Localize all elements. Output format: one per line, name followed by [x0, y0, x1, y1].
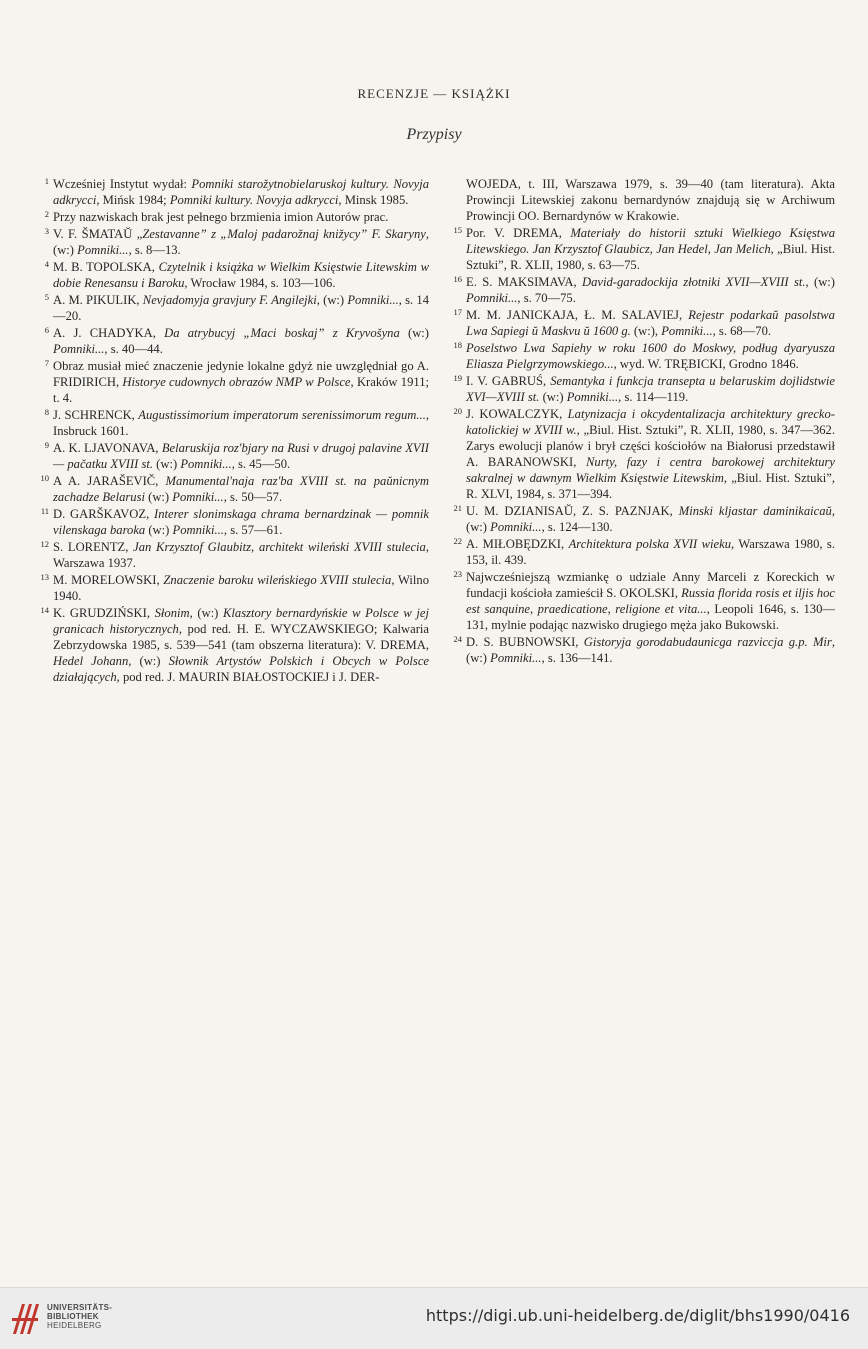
footnote — [37, 539, 429, 571]
footnote-number: 22 — [453, 536, 462, 546]
footnote — [37, 209, 429, 225]
viewer-footer — [0, 1287, 868, 1349]
footnote-number: 3 — [44, 226, 49, 236]
footnote-number: 12 — [40, 539, 49, 549]
footnote — [37, 226, 429, 258]
footnote — [37, 605, 429, 685]
footnote-number: 5 — [44, 292, 49, 302]
footnote-text: V. F. ŠMATAŬ „Zestavanne” z „Maloj padarožnaj knižycy” F. Skaryny, (w:) Pomniki..., s. 8—13. — [53, 227, 429, 257]
footnote-text: A. K. LJAVONAVA, Belaruskija roz'bjary na Rusi v drugoj palavine XVII — pačatku XVIII st. (w:) Pomniki..., s. 45—50. — [53, 441, 430, 471]
footnote — [450, 274, 835, 306]
footnote-number: 20 — [453, 406, 462, 416]
page-url-link[interactable]: https://digi.ub.uni-heidelberg.de/diglit/bhs1990/0416 — [425, 1306, 850, 1325]
footnote — [37, 440, 429, 472]
footnote — [450, 176, 835, 224]
footnote-text: A. MIŁOBĘDZKI, Architektura polska XVII wieku, Warszawa 1980, s. 153, il. 439. — [466, 537, 835, 567]
footnote — [37, 176, 429, 208]
footnote — [37, 572, 429, 604]
library-logo-icon[interactable] — [10, 1298, 40, 1338]
footnote-number: 14 — [40, 605, 49, 615]
footnote-number: 6 — [44, 325, 49, 335]
footnote — [450, 569, 835, 633]
footnote — [450, 225, 835, 273]
footnotes-right-column — [450, 176, 835, 667]
library-name-line: HEIDELBERG — [47, 1321, 102, 1330]
footnote-text: K. GRUDZIŃSKI, Słonim, (w:) Klasztory bernardyńskie w Polsce w jej granicach historycznych, pod red. H. E. WYCZAWSKIEGO; Kalwaria Zebrzydowska 1985, s. 539—541 (tam obszerna literatura): V. DREMA, Hedel Johann, (w:) Słownik Artystów Polskich i Obcych w Polsce działających, pod red. J. MAURIN BIAŁOSTOCKIEJ i J. DER- — [53, 606, 429, 684]
footnote-number: 11 — [40, 506, 49, 516]
footnote-text: I. V. GABRUŚ, Semantyka i funkcja transepta u belaruskim dojlidstwie XVI—XVIII st. (w:) Pomniki..., s. 114—119. — [466, 374, 835, 404]
footnote — [37, 292, 429, 324]
library-name-line: UNIVERSITÄTS- — [47, 1303, 113, 1312]
footnote — [450, 307, 835, 339]
library-name — [47, 1303, 112, 1330]
footnote-text: M. M. JANICKAJA, Ł. M. SALAVIEJ, Rejestr podarkaŭ pasolstwa Lwa Sapiegi ŭ Maskvu ŭ 1600 g. (w:), Pomniki..., s. 68—70. — [466, 308, 835, 338]
footnote — [37, 506, 429, 538]
footnote-number: 18 — [453, 340, 462, 350]
footnote-text: Obraz musiał mieć znaczenie jedynie lokalne gdyż nie uwzględniał go A. FRIDIRICH, Historye cudownych obrazów NMP w Polsce, Kraków 1911; t. 4. — [53, 359, 429, 405]
footnote-number: 19 — [453, 373, 462, 383]
footnote-text: J. KOWALCZYK, Latynizacja i okcydentalizacja architektury grecko-katolickiej w XVIII w., „Biul. Hist. Sztuki”, R. XLII, 1980, s. 347—362. Zarys ewolucji planów i brył części kościołów na Białorusi przedstawił A. BARANOWSKI, Nurty, fazy i centra barokowej architektury sakralnej w dawnym Wielkim Księstwie Litewskim, „Biul. Hist. Sztuki”, R. XLVI, 1984, s. 371—394. — [466, 407, 835, 501]
footnote-number: 10 — [40, 473, 49, 483]
footnote-number: 7 — [44, 358, 49, 368]
footnote-text: S. LORENTZ, Jan Krzysztof Glaubitz, architekt wileński XVIII stulecia, Warszawa 1937. — [53, 540, 430, 570]
footnote-number: 1 — [44, 176, 49, 186]
footnote — [37, 325, 429, 357]
footnote-number: 16 — [453, 274, 462, 284]
footnote-text: Przy nazwiskach brak jest pełnego brzmienia imion Autorów prac. — [53, 210, 389, 224]
library-name-line: BIBLIOTHEK — [47, 1312, 99, 1321]
footnote-text: D. GARŠKAVOZ, Interer slonimskaga chrama bernardzinak — pomnik vilenskaga baroka (w:) Pomniki..., s. 57—61. — [53, 507, 429, 537]
footnote — [450, 373, 835, 405]
footnote-text: A. M. PIKULIK, Nevjadomyja gravjury F. Angilejki, (w:) Pomniki..., s. 14—20. — [53, 293, 430, 323]
footnote-text: A A. JARAŠEVIČ, Manumental'naja raz'ba XVIII st. na paŭnicnym zachadze Belarusi (w:) Pomniki..., s. 50—57. — [53, 474, 429, 504]
footnote — [450, 503, 835, 535]
footnote — [37, 259, 429, 291]
footnotes-left-column — [37, 176, 429, 686]
footnote-number: 8 — [44, 407, 49, 417]
footnote-number: 17 — [453, 307, 462, 317]
footnote-text: U. M. DZIANISAŬ, Z. S. PAZNJAK, Minski kljastar daminikaicaŭ, (w:) Pomniki..., s. 124—130. — [466, 504, 836, 534]
footnote-text: Najwcześniejszą wzmiankę o udziale Anny Marceli z Koreckich w fundacji kościoła zamieścił S. OKOLSKI, Russia florida rosis et iljis hoc est sanquine, praedicatione, religione et vita..., Leopoli 1646, s. 130—131, mylnie podając nazwisko drugiego męża jako Bukowski. — [466, 570, 835, 632]
footnote-text: E. S. MAKSIMAVA, David-garadockija złotniki XVII—XVIII st., (w:) Pomniki..., s. 70—75. — [466, 275, 835, 305]
footnote-number: 4 — [44, 259, 49, 269]
footnote — [450, 340, 835, 372]
footnote — [450, 634, 835, 666]
footnote-number: 21 — [453, 503, 462, 513]
footnote-number: 23 — [453, 569, 462, 579]
footnote-number: 13 — [40, 572, 49, 582]
footnote-text: M. B. TOPOLSKA, Czytelnik i książka w Wielkim Księstwie Litewskim w dobie Renesansu i Baroku, Wrocław 1984, s. 103—106. — [53, 260, 429, 290]
footnote — [450, 536, 835, 568]
section-title: Przypisy — [406, 126, 462, 143]
footnote-number: 24 — [453, 634, 462, 644]
footnote-text: A. J. CHADYKA, Da atrybucyj „Maci boskaj” z Kryvošyna (w:) Pomniki..., s. 40—44. — [53, 326, 429, 356]
footnote-text: WOJEDA, t. III, Warszawa 1979, s. 39—40 (tam literatura). Akta Prowincji Litewskiej zakonu bernardynów znajdują się w Archiwum Prowincji OO. Bernardynów w Krakowie. — [466, 177, 835, 223]
footnote-number: 15 — [453, 225, 462, 235]
running-head: RECENZJE — KSIĄŻKI — [357, 86, 511, 101]
footnote — [450, 406, 835, 502]
footnote — [37, 407, 429, 439]
footnote — [37, 473, 429, 505]
footnote — [37, 358, 429, 406]
footnote-text: Wcześniej Instytut wydał: Pomniki starožytnobielaruskoj kultury. Novyja adkrycci, Mińsk 1984; Pomniki kultury. Novyja adkrycci, Minsk 1985. — [53, 177, 429, 207]
footnote-number: 9 — [44, 440, 49, 450]
footnote-text: J. SCHRENCK, Augustissimorium imperatorum serenissimorum regum..., Insbruck 1601. — [53, 408, 429, 438]
footnote-text: M. MORELOWSKI, Znaczenie baroku wileńskiego XVIII stulecia, Wilno 1940. — [53, 573, 429, 603]
footnote-number: 2 — [44, 209, 49, 219]
footnote-text: Por. V. DREMA, Materiały do historii sztuki Wielkiego Księstwa Litewskiego. Jan Krzysztof Glaubicz, Jan Hedel, Jan Melich, „Biul. Hist. Sztuki”, R. XLII, 1980, s. 63—75. — [466, 226, 836, 272]
footnote-text: Poselstwo Lwa Sapiehy w roku 1600 do Moskwy, podług dyaryusza Eliasza Pielgrzymowskiego..., wyd. W. TRĘBICKI, Grodno 1846. — [466, 341, 835, 371]
footnote-text: D. S. BUBNOWSKI, Gistoryja gorodabudaunicga razviccja g.p. Mir, (w:) Pomniki..., s. 136—141. — [466, 635, 835, 665]
